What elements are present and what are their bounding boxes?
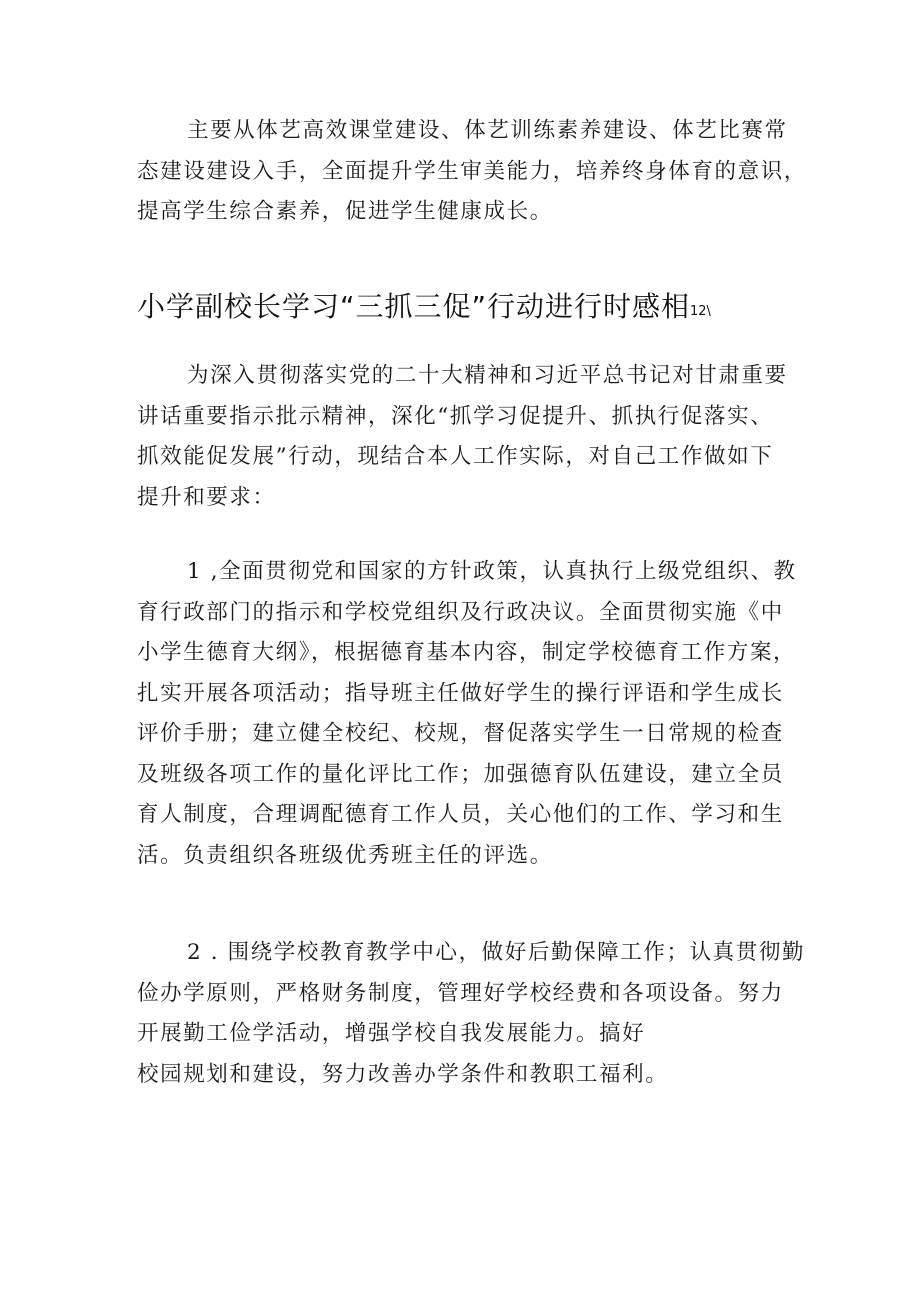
item-1-paragraph bbox=[137, 552, 797, 876]
section-heading bbox=[137, 283, 711, 336]
item-1-line-4: 扎实开展各项活动；指导班主任做好学生的操行评语和学生成长 bbox=[137, 680, 784, 706]
opening-line-2: 讲话重要指示批示精神，深化“抓学习促提升、抓执行促落实、 bbox=[137, 403, 774, 429]
item-1-line-6: 及班级各项工作的量化评比工作；加强德育队伍建设，建立全员 bbox=[137, 761, 784, 787]
item-1-line-5: 评价手册；建立健全校纪、校规，督促落实学生一日常规的检查 bbox=[137, 721, 784, 746]
intro-line-1: 主要从体艺高效课堂建设、体艺训练素养建设、体艺比赛常 bbox=[187, 118, 788, 143]
item-2-paragraph bbox=[137, 933, 806, 1095]
intro-line-3: 提高学生综合素养，促进学生健康成长。 bbox=[137, 199, 553, 224]
item-1-line-3: 小学生德育大纲》，根据德育基本内容，制定学校德育工作方案， bbox=[137, 640, 797, 665]
item-1-line-2: 育行政部门的指示和学校党组织及行政决议。全面贯彻实施《中 bbox=[137, 599, 784, 625]
intro-paragraph bbox=[137, 111, 807, 233]
item-1-line-7: 育人制度，合理调配德育工作人员，关心他们的工作、学习和生 bbox=[137, 802, 784, 827]
opening-paragraph bbox=[137, 356, 797, 518]
intro-line-2: 态建设建设入手，全面提升学生审美能力，培养终身体育的意识， bbox=[137, 158, 807, 184]
item-1-line-8: 活。负责组织各班级优秀班主任的评选。 bbox=[137, 842, 553, 868]
opening-line-4: 提升和要求： bbox=[137, 484, 276, 510]
heading-trail: 12\ bbox=[690, 304, 711, 319]
opening-line-3: 抓效能促发展”行动，现结合本人工作实际，对自己工作做如下 bbox=[137, 444, 774, 469]
item-2-line-4: 校园规划和建设，努力改善办学条件和教职工福利。 bbox=[137, 1061, 669, 1087]
item-2-line-3: 开展勤工俭学活动，增强学校自我发展能力。搞好 bbox=[137, 1021, 646, 1046]
item-1-line-1: 1 ,全面贯彻党和国家的方针政策，认真执行上级党组织、教 bbox=[187, 559, 797, 584]
opening-line-1: 为深入贯彻落实党的二十大精神和习近平总书记对甘肃重要 bbox=[187, 363, 788, 388]
item-2-line-1: 2 . 围绕学校教育教学中心，做好后勤保障工作；认真贯彻勤 bbox=[187, 940, 806, 965]
heading-title: 小学副校长学习“三抓三促”行动进行时感相 bbox=[137, 290, 691, 323]
item-2-line-2: 俭办学原则，严格财务制度，管理好学校经费和各项设备。努力 bbox=[137, 980, 784, 1006]
